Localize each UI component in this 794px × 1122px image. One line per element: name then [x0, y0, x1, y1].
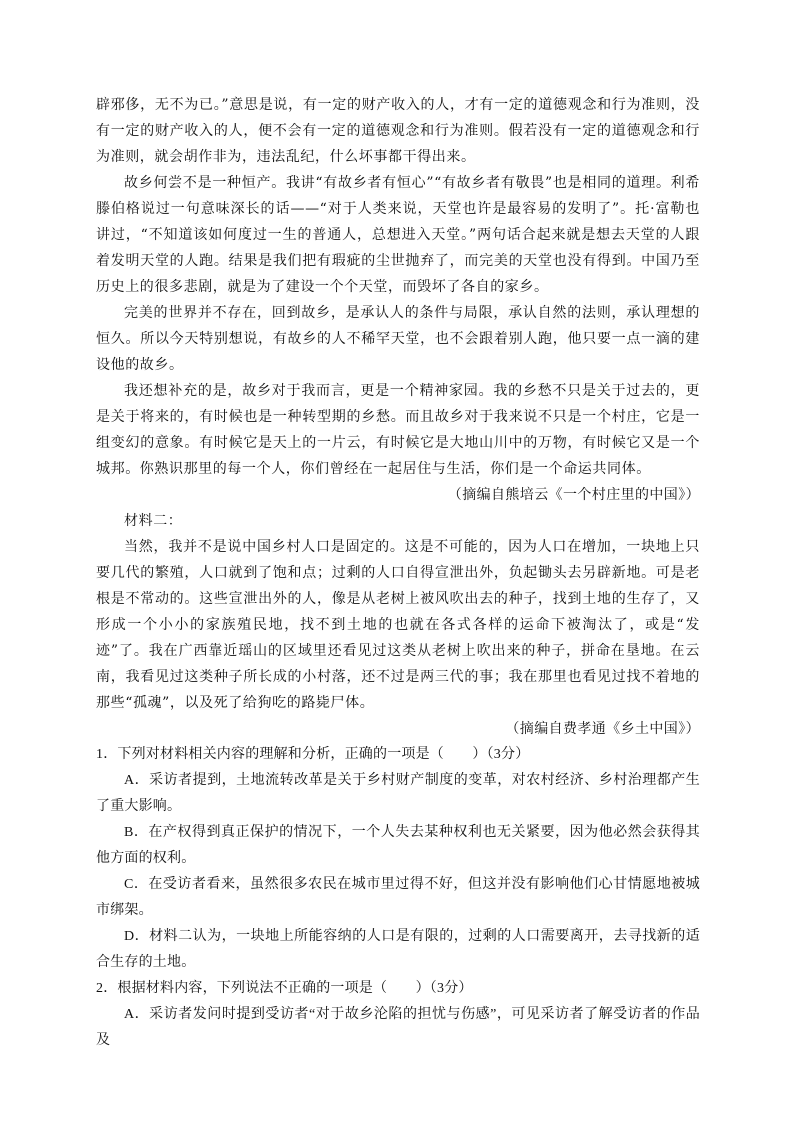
question-1-option-c: C．在受访者看来，虽然很多农民在城市里过得不好，但这并没有影响他们心甘情愿地被城市绑架。 [96, 877, 700, 918]
material2-label: 材料二： [124, 513, 183, 529]
material2-paragraph: 当然，我并不是说中国乡村人口是固定的。这是不可能的，因为人口在增加，一块地上只要几代的繁殖，人口就到了饱和点；过剩的人口自得宣泄出外，负起锄头去另辟新地。可是老根是不常动的。这些宣泄出外的人，像是从老树上被风吹出去的种子，找到土地的生存了，又形成一个小小的家族殖民地，找不到土地的也就在各式各样的运命下被淘汰了，或是“发迹”了。我在广西靠近瑶山的区域里还看见过这类从老树上吹出来的种子，拼命在垦地。在云南，我看见过这类种子所长成的小村落，还不过是两三代的事；我在那里也看见过找不着地的那些“孤魂”，以及死了给狗吃的路毙尸体。 [96, 539, 700, 711]
material1-paragraph-2: 故乡何尝不是一种恒产。我讲“有故乡者有恒心”“有故乡者有敬畏”也是相同的道理。利希滕伯格说过一句意味深长的话——“对于人类来说，天堂也许是最容易的发明了”。托·富勒也讲过，“不知道该如何度过一生的普通人，总想进入天堂。”两句话合起来就是想去天堂的人跟着发明天堂的人跑。结果是我们把有瑕疵的尘世抛弃了，而完美的天堂也没有得到。中国乃至历史上的很多悲剧，就是为了建设一个个天堂，而毁坏了各自的家乡。 [96, 175, 700, 295]
question-1-option-a: A．采访者提到，土地流转改革是关于乡村财产制度的变革，对农村经济、乡村治理都产生了重大影响。 [96, 773, 700, 814]
question-1-stem: 1．下列对材料相关内容的理解和分析，正确的一项是（ ）（3分） [96, 747, 530, 762]
material1-source: （摘编自熊培云《一个村庄里的中国》） [447, 487, 700, 503]
question-1-option-b: B．在产权得到真正保护的情况下，一个人失去某种权利也无关紧要，因为他必然会获得其他方面的权利。 [96, 825, 700, 866]
material1-paragraph-1: 辟邪侈，无不为已。”意思是说，有一定的财产收入的人，才有一定的道德观念和行为准则，没有一定的财产收入的人，便不会有一定的道德观念和行为准则。假若没有一定的道德观念和行为准则，就会胡作非为，违法乱纪，什么坏事都干得出来。 [96, 97, 700, 165]
exam-page [96, 92, 700, 1054]
material1-paragraph-4: 我还想补充的是，故乡对于我而言，更是一个精神家园。我的乡愁不只是关于过去的，更是关于将来的，有时候也是一种转型期的乡愁。而且故乡对于我来说不只是一个村庄，它是一组变幻的意象。有时候它是天上的一片云，有时候它是大地山川中的万物，有时候它又是一个城邦。你熟识那里的每一个人，你们曾经在一起居住与生活，你们是一个命运共同体。 [96, 383, 700, 477]
material2-source: （摘编自费孝通《乡土中国》） [505, 721, 700, 737]
question-2-option-a: A．采访者发问时提到受访者“对于故乡沦陷的担忧与伤感”，可见采访者了解受访者的作品及 [96, 1007, 700, 1048]
question-1-option-d: D．材料二认为，一块地上所能容纳的人口是有限的，过剩的人口需要离开，去寻找新的适合生存的土地。 [96, 929, 700, 970]
material1-paragraph-3: 完美的世界并不存在，回到故乡，是承认人的条件与局限，承认自然的法则，承认理想的恒久。所以今天特别想说，有故乡的人不稀罕天堂，也不会跟着别人跑，他只要一点一滴的建设他的故乡。 [96, 305, 700, 373]
question-2-stem: 2．根据材料内容，下列说法不正确的一项是（ ）（3分） [96, 981, 473, 996]
